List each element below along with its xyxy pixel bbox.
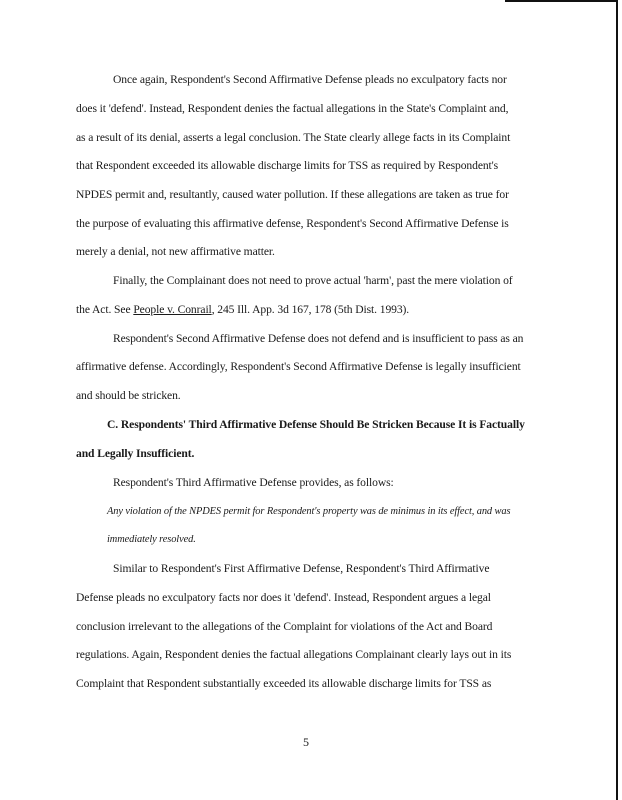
paragraph-line: Finally, the Complainant does not need to prove actual 'harm', past the mere violation of bbox=[113, 274, 513, 287]
paragraph-line: that Respondent exceeded its allowable discharge limits for TSS as required by Respondent's bbox=[76, 159, 499, 172]
paragraph-line: merely a denial, not new affirmative matter. bbox=[76, 245, 275, 258]
page-number: 5 bbox=[303, 735, 309, 749]
citation-lead: the Act. See bbox=[76, 303, 134, 316]
paragraph-line: does it 'defend'. Instead, Respondent denies the factual allegations in the State's Complaint and, bbox=[76, 102, 509, 115]
citation-line bbox=[76, 303, 409, 317]
citation-ref: , 245 Ill. App. 3d 167, 178 (5th Dist. 1993). bbox=[211, 303, 410, 316]
section-heading: and Legally Insufficient. bbox=[76, 447, 195, 460]
scan-border-right bbox=[616, 0, 618, 800]
paragraph-line: Similar to Respondent's First Affirmative Defense, Respondent's Third Affirmative bbox=[113, 562, 490, 575]
paragraph-line: regulations. Again, Respondent denies the factual allegations Complainant clearly lays out in its bbox=[76, 648, 512, 661]
paragraph-line: conclusion irrelevant to the allegations of the Complaint for violations of the Act and Board bbox=[76, 620, 493, 633]
quoted-defense: immediately resolved. bbox=[107, 534, 196, 545]
paragraph-line: Once again, Respondent's Second Affirmative Defense pleads no exculpatory facts nor bbox=[113, 73, 507, 86]
paragraph-line: Respondent's Second Affirmative Defense does not defend and is insufficient to pass as an bbox=[113, 332, 524, 345]
paragraph-line: affirmative defense. Accordingly, Respondent's Second Affirmative Defense is legally insufficient bbox=[76, 360, 521, 373]
paragraph-line: as a result of its denial, asserts a legal conclusion. The State clearly allege facts in its Complaint bbox=[76, 131, 511, 144]
paragraph-line: Respondent's Third Affirmative Defense provides, as follows: bbox=[113, 476, 394, 489]
paragraph-line: and should be stricken. bbox=[76, 389, 181, 402]
paragraph-line: the purpose of evaluating this affirmative defense, Respondent's Second Affirmative Defense is bbox=[76, 217, 509, 230]
paragraph-line: NPDES permit and, resultantly, caused water pollution. If these allegations are taken as true for bbox=[76, 188, 509, 201]
case-name: People v. Conrail bbox=[133, 303, 212, 316]
section-heading: C. Respondents' Third Affirmative Defense Should Be Stricken Because It is Factually bbox=[107, 418, 525, 431]
paragraph-line: Complaint that Respondent substantially exceeded its allowable discharge limits for TSS as bbox=[76, 677, 492, 690]
quoted-defense: Any violation of the NPDES permit for Respondent's property was de minimus in its effect, and was bbox=[107, 506, 511, 517]
paragraph-line: Defense pleads no exculpatory facts nor does it 'defend'. Instead, Respondent argues a legal bbox=[76, 591, 491, 604]
scan-border-top bbox=[505, 0, 617, 2]
